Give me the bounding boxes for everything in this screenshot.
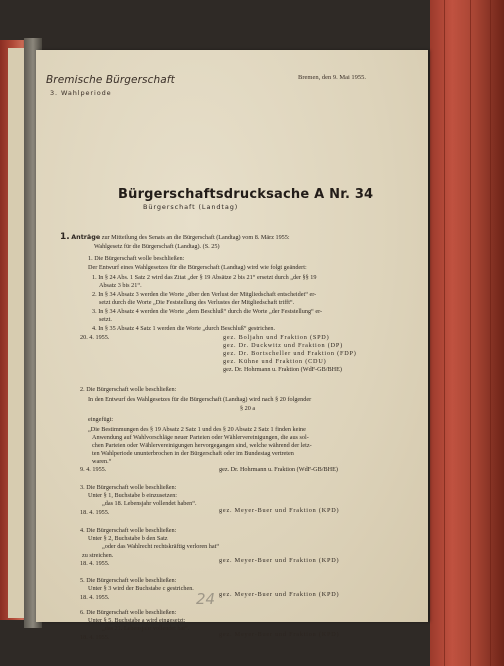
pencil-page-note: 24 (196, 590, 216, 608)
antrag2-paragraph: § 20 a (240, 405, 256, 412)
antrag1-heading: 1. Die Bürgerschaft wolle beschließen: (88, 255, 185, 262)
antrag6-heading: 6. Die Bürgerschaft wolle beschließen: (80, 609, 177, 616)
wahlperiode: 3. Wahlperiode (50, 89, 112, 97)
organization-name: Bremische Bürgerschaft (46, 74, 175, 86)
antrag1-sig-5: gez. Dr. Hohrmann u. Fraktion (WdF-GB/BHE) (223, 366, 342, 373)
antrag4-signature: gez. Meyer-Buer und Fraktion (KPD) (219, 557, 340, 564)
antrag6-line1: Unter § 5, Buchstabe a wird eingesetzt: (88, 617, 186, 624)
antrag3-heading: 3. Die Bürgerschaft wolle beschließen: (80, 484, 177, 491)
antrag1-item1b: Absatz 3 bis 21“. (99, 282, 142, 289)
section-number: 1. (60, 232, 70, 242)
antrag1-sig-4: gez. Kühne und Fraktion (CDU) (223, 358, 327, 365)
antrag2-quote-3: chen Parteien oder Wählervereinigungen hervorgegangen sind, welche während der letz- (92, 442, 312, 449)
antrag1-sig-1: gez. Boljahn und Fraktion (SPD) (223, 334, 330, 341)
document-subtitle: Bürgerschaft (Landtag) (143, 203, 239, 211)
antrag5-heading: 5. Die Bürgerschaft wolle beschließen: (80, 577, 177, 584)
antrag1-item1a: 1. In § 24 Abs. 1 Satz 2 wird das Zitat „der § 19 Absätze 2 bis 21“ ersetzt durch „der §§ 19 (92, 274, 317, 281)
right-book-cover (430, 0, 504, 666)
document-page (36, 50, 428, 622)
antrag4-heading: 4. Die Bürgerschaft wolle beschließen: (80, 527, 177, 534)
section-intro-line2: Wahlgesetz für die Bürgerschaft (Landtag). (S. 25) (94, 243, 220, 250)
antrag2-date: 9. 4. 1955. (80, 466, 107, 473)
antrag4-line2: „oder das Wahlrecht rechtskräftig verloren hat“ (102, 543, 220, 550)
antrag1-item3a: 3. In § 34 Absatz 4 werden die Worte „dem Beschluß“ durch die Worte „der Feststellung“ er- (92, 308, 323, 315)
header-date: Bremen, den 9. Mai 1955. (298, 74, 367, 81)
section-intro (60, 234, 290, 241)
antrag6-line2: „das 21. Lebensjahr vollendet hat“. (102, 625, 190, 632)
antrag5-signature: gez. Meyer-Buer und Fraktion (KPD) (219, 591, 340, 598)
antrag1-sig-2: gez. Dr. Duckwitz und Fraktion (DP) (223, 342, 343, 349)
antrag2-quote-1: „Die Bestimmungen des § 19 Absatz 2 Satz 1 und des § 20 Absatz 2 Satz 1 finden keine (88, 426, 306, 433)
antrag5-date: 18. 4. 1955. (80, 594, 110, 601)
antrag6-signature: gez. Meyer-Buer und Fraktion (KPD) (219, 631, 340, 638)
antrag3-signature: gez. Meyer-Buer und Fraktion (KPD) (219, 507, 340, 514)
antrag1-item2b: setzt durch die Worte „Die Feststellung des Verlustes der Mitgliedschaft trifft“. (99, 299, 295, 306)
section-keyword: Anträge (71, 233, 101, 241)
antrag1-item4: 4. In § 35 Absatz 4 Satz 1 werden die Worte „durch Beschluß“ gestrichen. (92, 325, 276, 332)
antrag2-heading: 2. Die Bürgerschaft wolle beschließen: (80, 386, 177, 393)
antrag3-date: 18. 4. 1955. (80, 509, 110, 516)
antrag1-line1: Der Entwurf eines Wahlgesetzes für die Bürgerschaft (Landtag) wird wie folgt geändert: (88, 264, 307, 271)
antrag4-date: 18. 4. 1955. (80, 560, 110, 567)
antrag3-line1: Unter § 1, Buchstabe b einzusetzen: (88, 492, 178, 499)
header-left (46, 74, 175, 97)
antrag6-date: 18. 4. 1955. (80, 634, 110, 641)
antrag4-line3: zu streichen. (82, 552, 114, 559)
section-intro-text: zur Mitteilung des Senats an die Bürgerschaft (Landtag) vom 8. März 1955: (101, 234, 290, 241)
antrag3-line2: „das 18. Lebensjahr vollendet haben“. (102, 500, 197, 507)
antrag4-line1: Unter § 2, Buchstabe b den Satz (88, 535, 168, 542)
antrag2-quote-4: ten Wahlperiode ununterbrochen in der Bürgerschaft oder im Bundestag vertreten (92, 450, 294, 457)
antrag1-date: 20. 4. 1955. (80, 334, 110, 341)
antrag1-sig-3: gez. Dr. Bortscheller und Fraktion (FDP) (223, 350, 357, 357)
antrag2-quote-2: Anwendung auf Wahlvorschläge neuer Parteien oder Wählervereinigungen, die aus sol- (92, 434, 309, 441)
antrag2-line1: In den Entwurf des Wahlgesetzes für die Bürgerschaft (Landtag) wird nach § 20 folgender (88, 396, 312, 403)
antrag5-line1: Unter § 3 wird der Buchstabe c gestrichen. (88, 585, 194, 592)
document-title: Bürgerschaftsdrucksache A Nr. 34 (118, 187, 374, 202)
antrag2-eingefuegt: eingefügt: (88, 416, 114, 423)
antrag1-item2a: 2. In § 34 Absatz 3 werden die Worte „über den Verlust der Mitgliedschaft entscheidet“ er- (92, 291, 317, 298)
antrag2-quote-5: waren.“ (92, 458, 112, 465)
antrag1-item3b: setzt. (99, 316, 112, 323)
antrag2-signature: gez. Dr. Hohrmann u. Fraktion (WdF-GB/BHE) (219, 466, 338, 473)
